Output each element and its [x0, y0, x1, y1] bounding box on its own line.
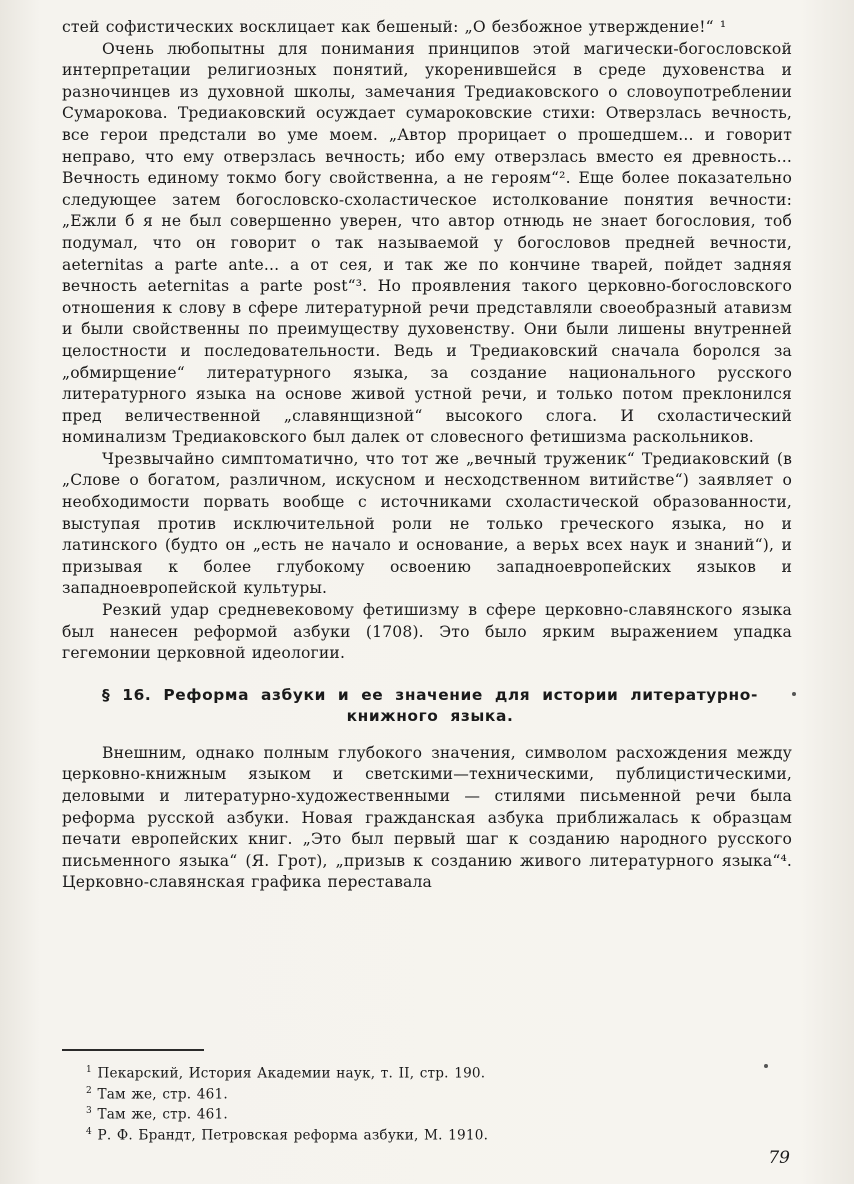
- footnote-divider: [62, 1049, 204, 1051]
- footnote-mark: 2: [86, 1085, 92, 1096]
- footnote-mark: 3: [86, 1106, 92, 1117]
- section-heading: § 16. Реформа азбуки и ее значение для истории литературно-книжного языка.: [102, 685, 758, 725]
- paragraph-continuation: стей софистических восклицает как бешеный: „О безбожное утверждение!“ ¹: [62, 18, 727, 36]
- main-text: [62, 17, 792, 894]
- footnote-mark: 4: [86, 1126, 92, 1137]
- paragraph-trediakovsky: Очень любопытны для понимания принципов этой магически-богословской интерпретации религиозных понятий, укоренившейся в среде духовенства и разночинцев из духовной школы, замечания Тредиаковского о словоупотреблении Сумарокова. Тредиаковский осуждает сумароковские стихи: Отверзлась вечность, все герои предстали во уме моем. „Автор прорицает о прошедшем... и говорит неправо, что ему отверзлась вечность; ибо ему отверзлась вместо ея древность... Вечность единому токмо богу свойственна, а не героям“². Еще более показательно следующее затем богословско-схоластическое истолкование понятия вечности: „Ежли б я не был совершенно уверен, что автор отнюдь не знает богословия, тоб подумал, что он говорит о так называемой у богословов предней вечности, aeternitas a parte ante... а от сея, и так же по кончине тварей, пойдет задняя вечность aeternitas a parte post“³. Но проявления такого церковно-богословского отношения к слову в сфере литературной речи представляли своеобразный атавизм и были свойственны по преимуществу духовенству. Они были лишены внутренней целостности и последовательности. Ведь и Тредиаковский сначала боролся за „обмирщение“ литературного языка, за создание национального русского литературного языка на основе живой устной речи, и только потом преклонился пред величественной „славянщизной“ высокого слога. И схоластический номинализм Тредиаковского был далек от словесного фетишизма раскольников.: [62, 39, 792, 447]
- page-number: 79: [768, 1148, 790, 1168]
- footnote-text: Там же, стр. 461.: [97, 1086, 228, 1103]
- paragraph-alphabet: Внешним, однако полным глубокого значения, символом расхождения между церковно-книжным языком и светскими—техническими, публицистическими, деловыми и литературно-художественными — стилями письменной речи была реформа русской азбуки. Новая гражданская азбука приближалась к образцам печати европейских книг. „Это был первый шаг к созданию народного русского письменного языка“ (Я. Грот), „призыв к созданию живого литературного языка“⁴. Церковно-славянская графика переставала: [62, 743, 792, 892]
- footnote-item: [62, 1124, 792, 1145]
- footnote-text: Там же, стр. 461.: [97, 1106, 228, 1123]
- footnote-item: [62, 1083, 792, 1104]
- paragraph-reform: Резкий удар средневековому фетишизму в сфере церковно-славянского языка был нанесен реформой азбуки (1708). Это было ярким выражением упадка гегемонии церковной идеологии.: [62, 601, 792, 663]
- speck: [792, 692, 796, 696]
- footnote-item: [62, 1062, 792, 1083]
- footnote-mark: 1: [86, 1065, 92, 1075]
- footnote-text: Пекарский, История Академии наук, т. II, стр. 190.: [97, 1065, 486, 1082]
- footnotes: [62, 1049, 792, 1144]
- paragraph-symptomatic: Чрезвычайно симптоматично, что тот же „вечный труженик“ Тредиаковский (в „Слове о богатом, различном, искусном и несходственном витийстве“) заявляет о необходимости порвать вообще с источниками схоластической образованности, выступая против исключительной роли не только греческого языка, но и латинского (будто он „есть не начало и основание, а верьх всех наук и знаний“), и призывая к более глубокому освоению западноевропейских языков и западноевропейской культуры.: [62, 449, 792, 598]
- footnote-text: Р. Ф. Брандт, Петровская реформа азбуки, М. 1910.: [97, 1127, 489, 1144]
- speck: [764, 1064, 768, 1068]
- footnote-item: [62, 1103, 792, 1124]
